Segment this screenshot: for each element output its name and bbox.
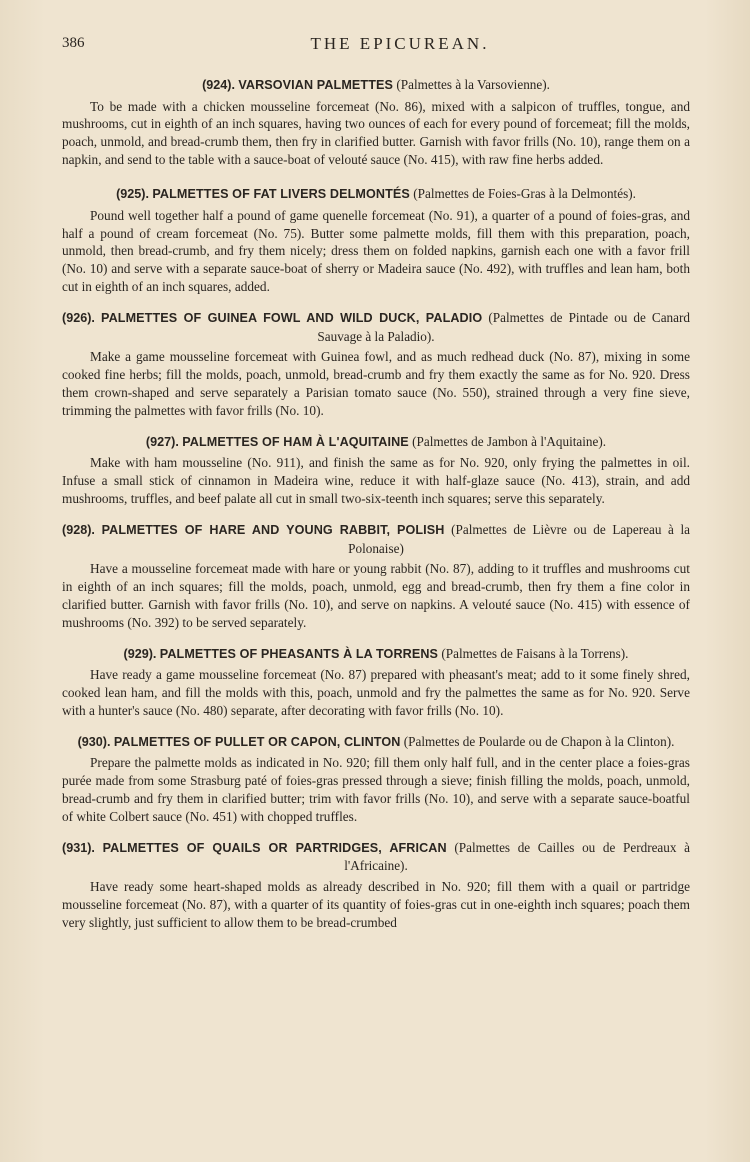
recipe-title [62, 839, 690, 875]
recipe-body: Prepare the palmette molds as indicated in No. 920; fill them only half full, and in the center place a foies-gras purée made from some Strasburg paté of foies-gras pressed through a sieve; finish filling the molds, poach, unmold, bread-crumb and fry them in clarified butter; trim with favor frills (No. 10), and serve with a separate sauce-boatful of white Colbert sauce (No. 451) with chopped truffles. [62, 755, 690, 825]
recipe-body: Pound well together half a pound of game quenelle forcemeat (No. 91), a quarter of a pound of foies-gras, and half a pound of cream forcemeat (No. 75). Butter some palmette molds, fill them with this preparation, poach, unmold, then bread-crumb, and fry them nicely; dress them on folded napkins, garnish each one with a favor frill (No. 10) and serve with a separate sauce-boat of sherry or Madeira sauce (No. 492), with truffles and lean ham, both cut in eighth of an inch squares, added. [62, 207, 690, 295]
recipe-name: PALMETTES OF HARE AND YOUNG RABBIT, POLISH [101, 523, 445, 537]
recipe-body: Have ready some heart-shaped molds as already described in No. 920; fill them with a quail or partridge mousseline forcemeat (No. 87), with a quarter of its quantity of foies-gras cut in one-eighth inch squares; poach them very slightly, just sufficient to allow them to be bread-crumbed [62, 878, 690, 930]
recipe-french-name: (Palmettes de Poularde ou de Chapon à la Clinton). [403, 733, 675, 749]
page-number: 386 [62, 35, 85, 51]
recipe-number: (930). [77, 734, 111, 749]
recipe-928 [62, 521, 690, 632]
recipe-title [62, 645, 690, 664]
recipe-body: Have ready a game mousseline forcemeat (No. 87) prepared with pheasant's meat; add to it some finely shred, cooked lean ham, and fill the molds with this, poach, unmold and fry the palmettes the same as for No. 920. Serve with a hunter's sauce (No. 480) separate, after decorating with favor frills (No. 10). [62, 667, 690, 718]
recipe-french-name: (Palmettes de Pintade ou de Canard Sauvage à la Paladio). [317, 310, 690, 344]
recipe-name: PALMETTES OF QUAILS OR PARTRIDGES, AFRICAN [102, 840, 447, 855]
recipe-number: (926). [62, 311, 95, 326]
recipe-name: PALMETTES OF HAM À L'AQUITAINE [182, 434, 409, 449]
recipe-french-name: (Palmettes de Lièvre ou de Lapereau à la Polonaise) [348, 522, 690, 556]
recipe-french-name: (Palmettes à la Varsovienne). [396, 77, 550, 92]
recipe-body: Have a mousseline forcemeat made with hare or young rabbit (No. 87), adding to it truffles and mushrooms cut in eighth of an inch squares; fill the molds, poach, unmold, egg and bread-crumb, then fry them a fine color in clarified butter. Garnish with favor frills (No. 10), and serve on napkins. A velouté sauce (No. 415) with essence of mushrooms (No. 392) to be served separately. [62, 561, 690, 630]
recipe-title [62, 733, 690, 752]
recipe-title [62, 433, 690, 452]
recipe-body: Make a game mousseline forcemeat with Guinea fowl, and as much redhead duck (No. 87), mixing in some cooked fine herbs; fill the molds, poach, unmold, bread-crumb and fry them exactly the same as for No. 920. Dress them crown-shaped and serve separately a Parisian tomato sauce (No. 550), strained through a very fine sieve, trimming the palmettes with favor frills (No. 10). [62, 349, 690, 418]
recipe-name: PALMETTES OF PHEASANTS À LA TORRENS [159, 646, 439, 661]
recipe-french-name: (Palmettes de Jambon à l'Aquitaine). [412, 433, 607, 449]
recipe-number: (929). [123, 646, 157, 661]
recipe-924 [62, 76, 690, 169]
recipe-body: To be made with a chicken mousseline forcemeat (No. 86), mixed with a salpicon of truffles, tongue, and mushrooms, cut in eighth of an inch squares, having two ounces of each for every pound of forcemeat; fill the molds, poach, unmold, and bread-crumb them, then fry in clarified butter. Garnish with favor frills (No. 10), range them on a napkin, and send to the table with a sauce-boat of velouté sauce (No. 415), with raw fine herbs added. [62, 98, 690, 168]
recipe-931 [62, 839, 690, 932]
recipe-number: (924). [202, 78, 235, 92]
recipe-title [62, 76, 690, 95]
recipe-name: PALMETTES OF FAT LIVERS DELMONTÉS [152, 187, 410, 202]
recipe-number: (931). [62, 840, 95, 855]
recipe-name: VARSOVIAN PALMETTES [238, 78, 393, 92]
recipe-925 [62, 185, 690, 296]
recipe-number: (927). [145, 434, 179, 449]
recipe-title [62, 521, 690, 557]
recipe-french-name: (Palmettes de Cailles ou de Perdreaux à l'Africaine). [344, 839, 690, 874]
page-content [62, 76, 690, 945]
recipe-title [62, 185, 690, 204]
recipe-number: (925). [116, 187, 149, 202]
recipe-930 [62, 733, 690, 826]
recipe-927 [62, 433, 690, 508]
recipe-name: PALMETTES OF GUINEA FOWL AND WILD DUCK, PALADIO [101, 311, 483, 326]
recipe-929 [62, 645, 690, 720]
recipe-french-name: (Palmettes de Faisans à la Torrens). [441, 645, 629, 661]
page-header [62, 35, 688, 57]
recipe-french-name: (Palmettes de Foies-Gras à la Delmontés). [413, 186, 636, 202]
running-title: THE EPICUREAN. [310, 34, 490, 53]
recipe-name: PALMETTES OF PULLET OR CAPON, CLINTON [113, 734, 401, 749]
recipe-number: (928). [62, 523, 95, 537]
recipe-body: Make with ham mousseline (No. 911), and finish the same as for No. 920, only frying the palmettes in oil. Infuse a small stick of cinnamon in Madeira wine, reduce it with half-glaze sauce (No. 413), strain, and add mushrooms, truffles, and beef palate all cut in small two-six-teenth inch squares; serve this separately. [62, 455, 690, 507]
recipe-926 [62, 309, 690, 420]
recipe-title [62, 309, 690, 345]
